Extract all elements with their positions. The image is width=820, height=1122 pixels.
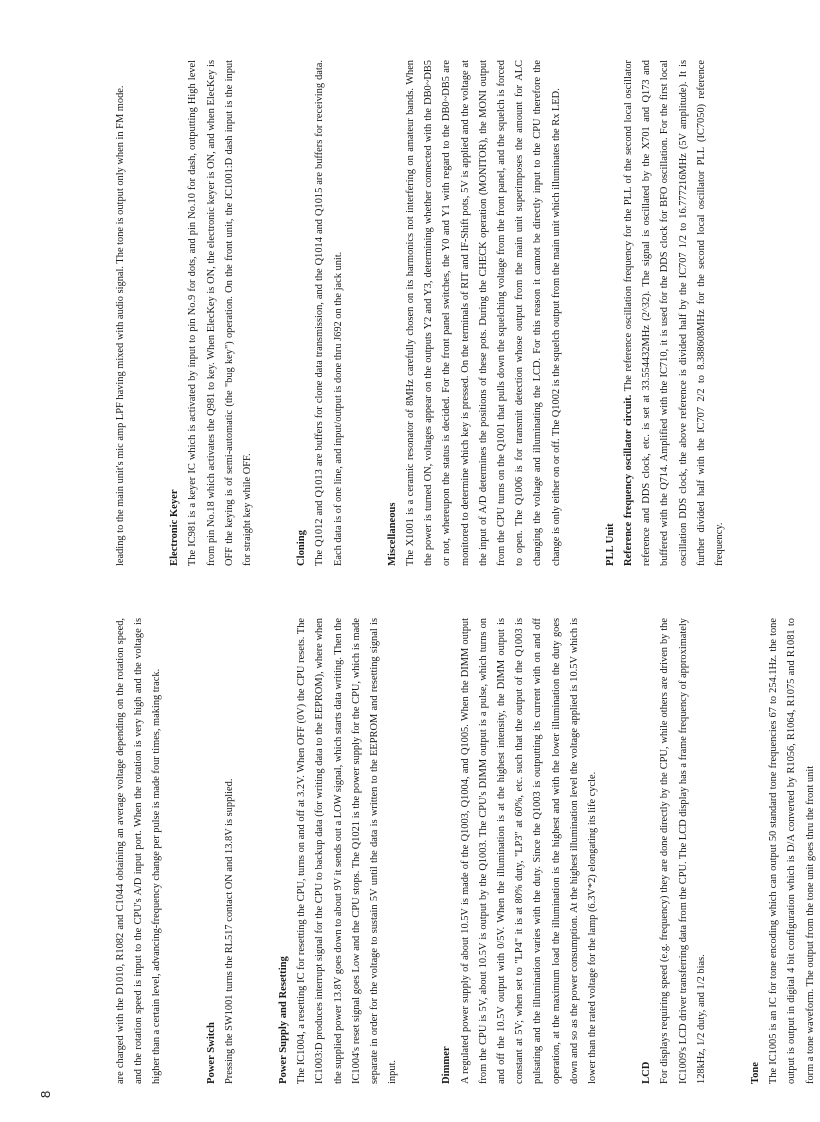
section-heading: Cloning	[296, 530, 308, 566]
left-column	[112, 618, 820, 1084]
section-power-supply	[275, 618, 402, 1084]
section-heading: LCD	[641, 1061, 653, 1084]
section-cloning	[293, 60, 348, 566]
section-power-switch	[203, 618, 239, 1084]
section-heading: Tone	[750, 1062, 762, 1084]
section-electronic-keyer	[166, 60, 257, 566]
paragraph: The IC1004, a resetting IC for resetting the CPU, turns on and off at 3.2V. When OFF (0V) the CPU resets. The IC1003:D produces interrupt signal for the CPU to backup data (for writing data to the EEPROM), where when the supplied power 13.8V goes down to about 9V it sends out a LOW signal, which starts data writing. Then the IC1004's reset signal goes Low and the CPU stops. The Q1021 is the power supply for the CPU, which is made separate in order for the voltage to sustain 5V until the data is written to the EEPROM and resetting signal is input.	[296, 618, 399, 1084]
paragraph-body: The reference oscillation frequency for the PLL of the second local oscillator reference and DDS clock, etc. is set at 33.554432MHz (2^32). The signal is oscillated by the X701 and Q173 and buffered with the Q714. Amplified with the IC710, it is used for the DDS clock for BFO oscillation. For the first local oscillation DDS clock, the above reference is divided half by the IC707 1/2 to 16.777216MHz (5V amplitude). It is further divided half with the IC707 2/2 to 8.388608MHz for the second local oscillator PLL (IC7050) reference frequency.	[623, 60, 726, 566]
paragraph-lead: Reference frequency oscillator circuit.	[623, 394, 635, 566]
section-dimmer	[438, 618, 602, 1084]
section-lcd	[638, 618, 711, 1084]
paragraph: leading to the main unit's mic amp LPF having mixed with audio signal. The tone is output only when in FM mode.	[115, 85, 126, 566]
section-miscellaneous	[384, 60, 566, 566]
continued-paragraph	[112, 60, 130, 566]
paragraph: are charged with the D1010, R1082 and C1044 obtaining an average voltage depending on the rotation speed, and the rotation speed is input to the CPU's A/D input port. When the rotation is very high and the voltage is higher than a certain level, advancing-frequency change per pulse is made four times, making track.	[115, 618, 163, 1084]
section-heading: Miscellaneous	[386, 502, 398, 566]
paragraph: For displays requiring speed (e.g. frequency) they are done directly by the CPU, while others are driven by the IC1009's LCD driver transferring data from the CPU. The LCD display has a frame frequency of approximately 128kHz, 1/2 duty, and 1/2 bias.	[659, 618, 707, 1084]
paragraph	[620, 60, 729, 566]
paragraph: A regulated power supply of about 10.5V is made of the Q1003, Q1004, and Q1005. When the DIMM output from the CPU is 5V, about 10.5V is output by the Q1003. The CPU's DIMM output is a pulse, which turns on and off the 10.5V output with 0/5V. When the illumination is at the highest intensity, the DIMM output is constant at 5V; when set to "LP4" it is at 80% duty, "LP3" at 60%, etc. such that the output of the Q1003 is pulsating and the illumination varies with the duty. Since the Q1003 is outputting its current with on and off operation, at the maximum load the illumination is the highest and with the lower illumination the duty goes down and so as the power consumption. At the highest illumination level the voltage applied is 10.5V which is lower than the rated voltage for the lamp (6.3V*2) elongating its life cycle.	[459, 618, 599, 1084]
right-column	[112, 60, 729, 566]
section-heading: Power Switch	[205, 1022, 217, 1084]
page-number: 8	[38, 1090, 53, 1098]
section-heading: Power Supply and Resetting	[278, 956, 290, 1084]
paragraph: The IC1005 is an IC for tone encoding which can output 50 standard tone frequencies 67 to 254.1Hz. the tone output is output in digital 4 bit configuration which is D/A converted by R1056, R1064, R1075 and R1081 to form a tone waveform. The output from the tone unit goes thru the front unit	[768, 618, 816, 1084]
section-tone	[747, 618, 820, 1084]
paragraph: Pressing the SW1001 turns the RL517 contact ON and 13.8V is supplied.	[223, 778, 235, 1084]
section-heading: Electronic Keyer	[169, 489, 181, 566]
continued-paragraph	[112, 618, 167, 1084]
paragraph: The X1001 is a ceramic resonator of 8MHz carefully chosen on its harmonics not interfering on amateur bands. When the power is turned ON, voltages appear on the outputs Y2 and Y3, determining whether connected with the DB0~DB5 or not, whereupon the status is decided. For the front panel switches, the Y0 and Y1 with regard to the DB0~DB5 are monitored to determine which key is pressed. On the terminals of RIT and IF-Shift pots, 5V is applied and the voltage at the input of A/D determines the positions of these pots. During the CHECK operation (MONITOR), the MONI output from the CPU turns on the Q1001 that pulls down the squelching voltage from the front panel, and the squelch is forced to open. The Q1006 is for transmit detection whose output from the main unit superimposes the amount for ALC changing the voltage and illuminating the LCD. For this reason it cannot be directly input to the CPU therefore the change is only either on or off. The Q1002 is the squelch output from the main unit which illuminates the Rx LED.	[405, 60, 562, 566]
section-pll-unit	[602, 60, 729, 566]
paragraph: The Q1012 and Q1013 are buffers for clone data transmission, and the Q1014 and Q1015 are buffers for receiving data. Each data is of one line, and input/output is done thru J692 on the jack unit.	[314, 60, 344, 566]
section-heading: Dimmer	[441, 1046, 453, 1084]
paragraph: The IC981 is a keyer IC which is activated by input to pin No.9 for dots, and pin No.10 for dash, outputting High level from pin No.18 which activates the Q981 to key. When ElecKey is ON, the electronic keyer is ON, and when ElecKey is OFF the keying is of semi-automatic (the "bug key") operation. On the front unit, the IC1001:D dash input is the input for straight key while OFF.	[187, 60, 254, 566]
section-heading: PLL Unit	[604, 523, 616, 566]
